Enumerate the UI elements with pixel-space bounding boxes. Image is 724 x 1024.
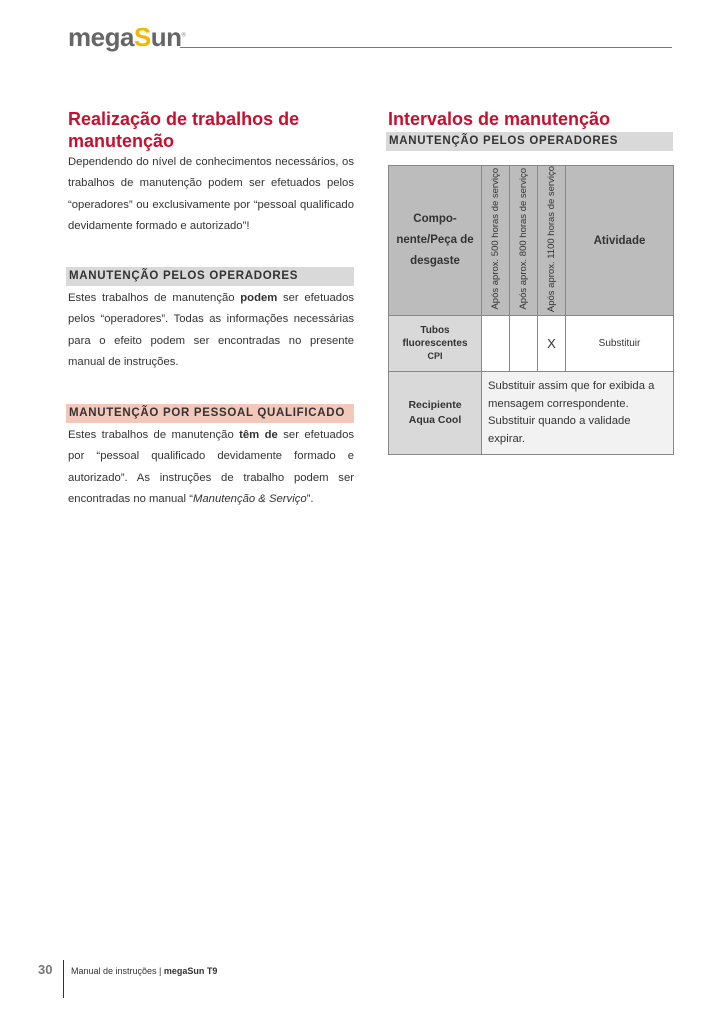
table-subheading: MANUTENÇÃO PELOS OPERADORES xyxy=(386,132,673,151)
row1-1100h: X xyxy=(538,316,566,372)
row1-500h xyxy=(482,316,510,372)
table-row xyxy=(389,372,674,455)
intro-text: Dependendo do nível de conhecimentos necessários, os trabalhos de manutenção podem ser efetuados pelos “operadores” ou exclusivamente por “pessoal qualificado devidamente formado e autorizado”! xyxy=(68,156,354,232)
page-number: 30 xyxy=(38,962,53,977)
footer-divider xyxy=(63,960,64,998)
header-500h: Após aprox. 500 horas de serviço xyxy=(482,166,510,316)
table-row xyxy=(389,316,674,372)
megasun-logo: megaSun® xyxy=(68,22,186,52)
footer-text: Manual de instruções | megaSun T9 xyxy=(71,966,218,976)
left-title: Realização de trabalhos de manutenção xyxy=(68,109,300,151)
operators-heading: MANUTENÇÃO PELOS OPERADORES xyxy=(66,267,354,286)
right-title: Intervalos de manutenção xyxy=(388,109,611,129)
qualified-heading: MANUTENÇÃO POR PESSOAL QUALIFICADO xyxy=(66,404,354,423)
row2-component: Recipiente Aqua Cool xyxy=(389,372,482,455)
row1-component: Tubos fluorescentes CPI xyxy=(389,316,482,372)
header-component: Compo-nente/Peça de desgaste xyxy=(389,166,482,316)
operators-text: Estes trabalhos de manutenção podem ser efetuados pelos “operadores”. Todas as informações necessárias para o efeito podem ser encontradas no presente manual de instruções. xyxy=(68,292,355,368)
header-activity: Atividade xyxy=(566,166,674,316)
row1-800h xyxy=(510,316,538,372)
row2-note: Substituir assim que for exibida a mensagem correspondente. Substituir quando a validade expirar. xyxy=(482,372,674,455)
header-1100h: Após aprox. 1100 horas de serviço xyxy=(538,166,566,316)
header-rule xyxy=(180,47,672,48)
header-800h: Após aprox. 800 horas de serviço xyxy=(510,166,538,316)
qualified-text: Estes trabalhos de manutenção têm de ser efetuados por “pessoal qualificado devidamente formado e autorizado”. As instruções de trabalho podem ser encontradas no manual “Manutenção & Serviço”. xyxy=(68,429,354,505)
row1-activity: Substituir xyxy=(566,316,674,372)
maintenance-table xyxy=(388,165,674,455)
